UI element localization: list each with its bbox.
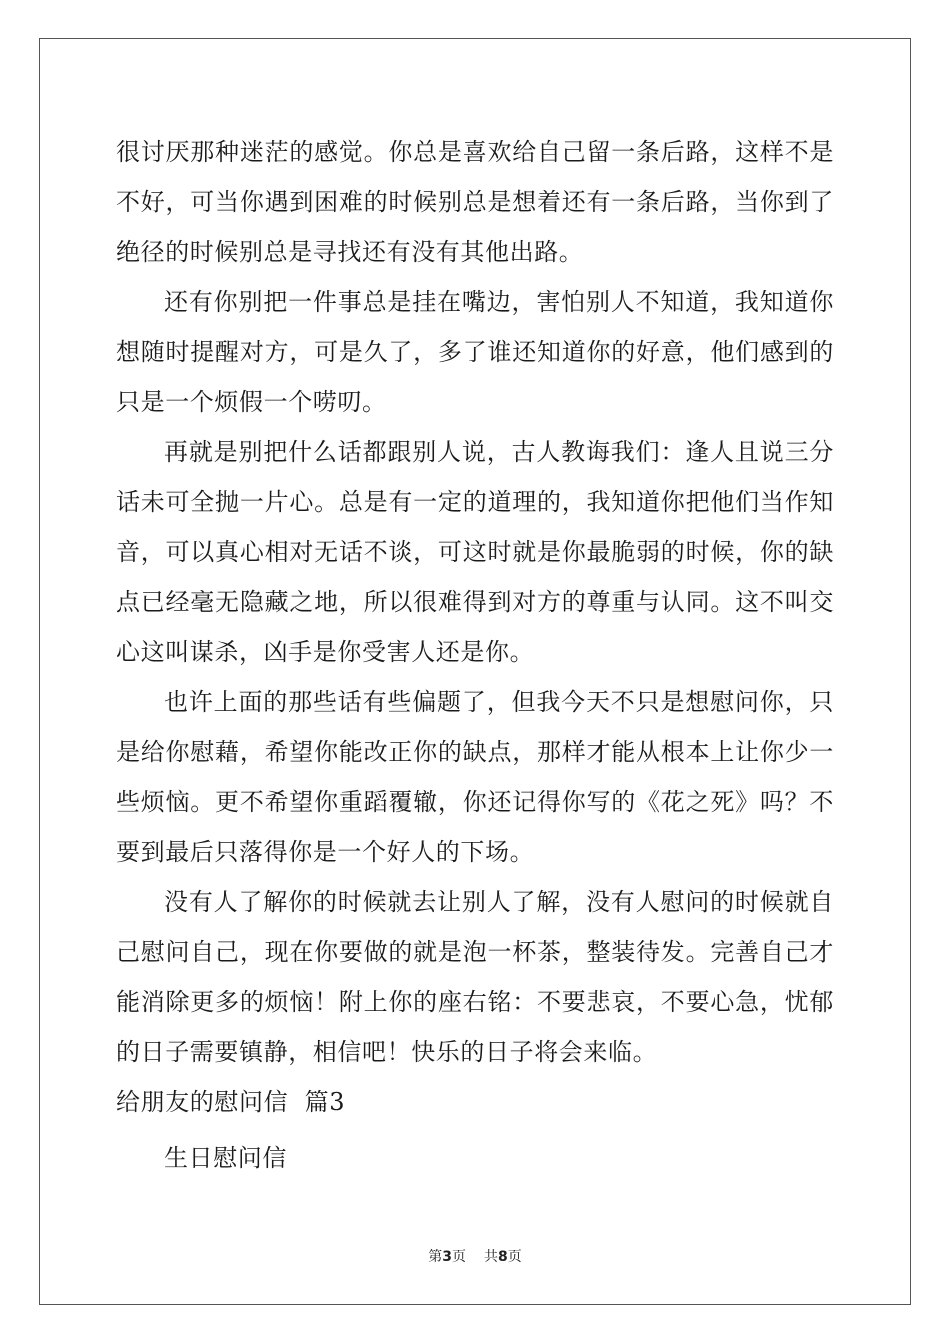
footer-total-suffix: 页 xyxy=(507,1249,522,1265)
paragraph-3: 再就是别把什么话都跟别人说，古人教诲我们：逢人且说三分话未可全抛一片心。总是有一定的道理的，我知道你把他们当作知音，可以真心相对无话不谈，可这时就是你最脆弱的时候，你的缺点已经毫无隐藏之地，所以很难得到对方的尊重与认同。这不叫交心这叫谋杀，凶手是你受害人还是你。 xyxy=(116,438,834,666)
paragraph-2: 还有你别把一件事总是挂在嘴边，害怕别人不知道，我知道你想随时提醒对方，可是久了，多了谁还知道你的好意，他们感到的只是一个烦假一个唠叨。 xyxy=(116,288,834,416)
paragraph-4: 也许上面的那些话有些偏题了，但我今天不只是想慰问你，只是给你慰藉，希望你能改正你的缺点，那样才能从根本上让你少一些烦恼。更不希望你重蹈覆辙，你还记得你写的《花之死》吗？不要到最后只落得你是一个好人的下场。 xyxy=(116,688,834,866)
paragraph-5: 没有人了解你的时候就去让别人了解，没有人慰问的时候就自己慰问自己，现在你要做的就是泡一杯茶，整装待发。完善自己才能消除更多的烦恼！附上你的座右铭：不要悲哀，不要心急，忧郁的日子需要镇静，相信吧！快乐的日子将会来临。 xyxy=(116,888,834,1066)
footer-current-page: 3 xyxy=(442,1249,452,1265)
footer-prefix: 第 xyxy=(428,1249,443,1265)
section-heading: 给朋友的慰问信 篇3 xyxy=(116,1088,346,1116)
paragraph-1: 很讨厌那种迷茫的感觉。你总是喜欢给自己留一条后路，这样不是不好，可当你遇到困难的时候别总是想着还有一条后路，当你到了绝径的时候别总是寻找还有没有其他出路。 xyxy=(116,138,834,266)
document-body xyxy=(116,127,834,1183)
footer-total-prefix: 共 xyxy=(484,1249,498,1265)
page-footer xyxy=(0,1246,950,1266)
footer-total-pages: 8 xyxy=(498,1249,508,1265)
subheading: 生日慰问信 xyxy=(164,1144,287,1172)
footer-page-suffix: 页 xyxy=(452,1249,466,1265)
